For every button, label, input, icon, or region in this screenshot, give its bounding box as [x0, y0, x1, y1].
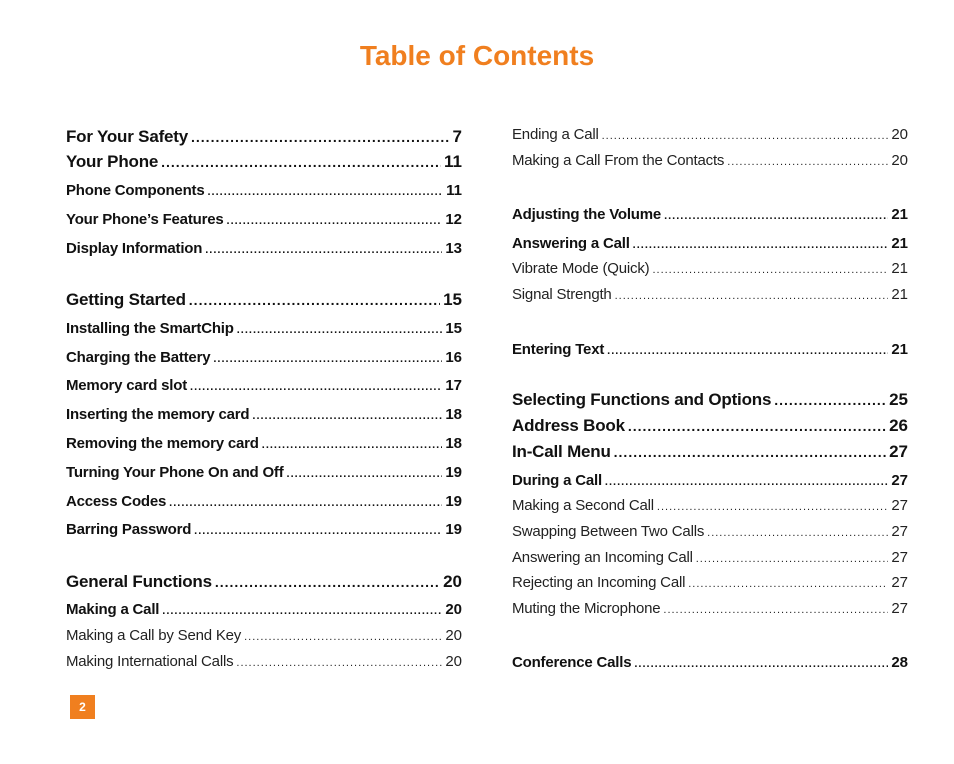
toc-entry-label: Charging the Battery: [66, 349, 211, 366]
dot-leader: [664, 210, 888, 222]
dot-leader: [207, 186, 443, 198]
toc-entry-page: 27: [891, 472, 908, 489]
toc-entry-page: 21: [891, 341, 908, 358]
toc-entry-label: Making a Call From the Contacts: [512, 152, 725, 169]
dot-leader: [205, 244, 442, 256]
toc-entry[interactable]: [66, 152, 462, 172]
toc-entry-page: 20: [445, 653, 462, 670]
dot-leader: [169, 497, 442, 509]
toc-entry-label: Adjusting the Volume: [512, 206, 662, 223]
toc-entry-label: Your Phone: [66, 152, 159, 171]
toc-entry-page: 16: [445, 349, 462, 366]
toc-entry-label: Phone Components: [66, 182, 205, 199]
toc-entry[interactable]: [66, 240, 462, 257]
dot-leader: [696, 553, 889, 565]
toc-entry-page: 27: [889, 442, 908, 461]
toc-entry-page: 28: [891, 654, 908, 671]
dot-leader: [194, 525, 442, 537]
toc-entry[interactable]: [512, 472, 908, 489]
dot-leader: [602, 130, 889, 142]
toc-entry-page: 20: [445, 627, 462, 644]
toc-entry[interactable]: [66, 406, 462, 423]
toc-entry-label: Turning Your Phone On and Off: [66, 464, 284, 481]
toc-entry-label: Getting Started: [66, 290, 186, 309]
toc-entry[interactable]: [66, 290, 462, 310]
toc-entry-label: Answering an Incoming Call: [512, 549, 693, 566]
dot-leader: [727, 156, 888, 168]
toc-entry[interactable]: [512, 286, 908, 303]
toc-entry-label: Installing the SmartChip: [66, 320, 234, 337]
dot-leader: [614, 444, 886, 460]
dot-leader: [707, 527, 888, 539]
toc-entry-label: Swapping Between Two Calls: [512, 523, 705, 540]
toc-entry-page: 21: [891, 260, 908, 277]
toc-entry-label: Address Book: [512, 416, 625, 435]
dot-leader: [633, 239, 889, 251]
toc-entry[interactable]: [66, 320, 462, 337]
toc-entry-page: 20: [445, 601, 462, 618]
toc-entry-label: General Functions: [66, 572, 212, 591]
toc-entry-label: Inserting the memory card: [66, 406, 250, 423]
toc-entry-page: 19: [445, 464, 462, 481]
toc-entry-label: Making International Calls: [66, 653, 234, 670]
toc-entry[interactable]: [66, 493, 462, 510]
dot-leader: [162, 605, 442, 617]
dot-leader: [607, 345, 888, 357]
toc-entry[interactable]: [66, 521, 462, 538]
toc-entry-page: 17: [445, 377, 462, 394]
toc-entry-page: 19: [445, 493, 462, 510]
toc-entry[interactable]: [66, 601, 462, 618]
toc-entry[interactable]: [66, 211, 462, 228]
dot-leader: [657, 501, 888, 513]
toc-entry-page: 15: [443, 290, 462, 309]
toc-entry-page: 7: [452, 127, 462, 146]
toc-entry-page: 15: [445, 320, 462, 337]
toc-entry[interactable]: [512, 206, 908, 223]
toc-entry[interactable]: [512, 126, 908, 143]
dot-leader: [605, 476, 888, 488]
toc-entry[interactable]: [512, 442, 908, 462]
toc-entry[interactable]: [66, 572, 462, 592]
toc-entry-label: Making a Second Call: [512, 497, 654, 514]
toc-entry[interactable]: [512, 600, 908, 617]
toc-entry[interactable]: [512, 497, 908, 514]
toc-entry-page: 21: [891, 206, 908, 223]
page-number-badge: 2: [70, 695, 95, 719]
page-title: Table of Contents: [359, 40, 595, 71]
toc-entry-page: 21: [891, 235, 908, 252]
toc-entry-page: 11: [446, 182, 462, 199]
toc-entry[interactable]: [66, 435, 462, 452]
toc-entry[interactable]: [512, 260, 908, 277]
toc-entry[interactable]: [512, 416, 908, 436]
dot-leader: [227, 215, 443, 227]
toc-entry[interactable]: [66, 377, 462, 394]
toc-entry-page: 20: [443, 572, 462, 591]
toc-entry[interactable]: [66, 653, 462, 670]
toc-entry-label: Barring Password: [66, 521, 192, 538]
dot-leader: [287, 468, 443, 480]
dot-leader: [236, 657, 442, 669]
toc-entry-label: Conference Calls: [512, 654, 632, 671]
dot-leader: [237, 324, 443, 336]
toc-entry-page: 12: [445, 211, 462, 228]
toc-entry-label: Ending a Call: [512, 126, 599, 143]
toc-entry-page: 27: [891, 497, 908, 514]
toc-entry-label: Vibrate Mode (Quick): [512, 260, 650, 277]
toc-entry-label: Memory card slot: [66, 377, 188, 394]
toc-entry-label: Signal Strength: [512, 286, 612, 303]
toc-entry-page: 27: [891, 549, 908, 566]
toc-entry-page: 25: [889, 390, 908, 409]
toc-entry[interactable]: [512, 549, 908, 566]
toc-entry-page: 20: [891, 126, 908, 143]
dot-leader: [262, 439, 443, 451]
toc-entry-page: 27: [891, 574, 908, 591]
dot-leader: [213, 353, 442, 365]
toc-entry[interactable]: [512, 235, 908, 252]
toc-entry-label: Rejecting an Incoming Call: [512, 574, 686, 591]
toc-entry-label: Removing the memory card: [66, 435, 259, 452]
toc-entry[interactable]: [512, 152, 908, 169]
dot-leader: [189, 292, 440, 308]
dot-leader: [161, 154, 441, 170]
dot-leader: [190, 381, 442, 393]
dot-leader: [191, 129, 450, 145]
dot-leader: [774, 392, 886, 408]
toc-entry-page: 27: [891, 523, 908, 540]
toc-entry-page: 20: [891, 152, 908, 169]
toc-entry[interactable]: [66, 182, 462, 199]
dot-leader: [634, 658, 888, 670]
toc-entry-label: For Your Safety: [66, 127, 189, 146]
toc-entry-page: 26: [889, 416, 908, 435]
toc-entry-page: 18: [445, 435, 462, 452]
toc-entry[interactable]: [66, 127, 462, 147]
toc-entry-label: Making a Call: [66, 601, 160, 618]
dot-leader: [252, 410, 442, 422]
toc-entry-page: 18: [445, 406, 462, 423]
toc-entry[interactable]: [512, 654, 908, 671]
toc-entry-page: 11: [444, 152, 462, 171]
toc-entry[interactable]: [512, 523, 908, 540]
toc-entry-label: In-Call Menu: [512, 442, 611, 461]
toc-entry[interactable]: [512, 341, 908, 358]
dot-leader: [688, 578, 888, 590]
dot-leader: [215, 574, 440, 590]
toc-entry-page: 19: [445, 521, 462, 538]
toc-entry-label: Display Information: [66, 240, 203, 257]
dot-leader: [615, 290, 889, 302]
toc-entry-page: 21: [891, 286, 908, 303]
dot-leader: [628, 418, 886, 434]
toc-entry-label: Making a Call by Send Key: [66, 627, 242, 644]
dot-leader: [663, 604, 888, 616]
toc-entry[interactable]: [66, 464, 462, 481]
toc-entry-label: Answering a Call: [512, 235, 630, 252]
toc-entry[interactable]: [66, 627, 462, 644]
toc-entry-label: Entering Text: [512, 341, 605, 358]
toc-entry[interactable]: [512, 390, 908, 410]
toc-entry-page: 27: [891, 600, 908, 617]
toc-entry[interactable]: [66, 349, 462, 366]
toc-entry-label: Muting the Microphone: [512, 600, 661, 617]
toc-entry-label: Access Codes: [66, 493, 167, 510]
dot-leader: [652, 264, 888, 276]
toc-entry-label: Selecting Functions and Options: [512, 390, 772, 409]
dot-leader: [244, 631, 442, 643]
toc-entry[interactable]: [512, 574, 908, 591]
toc-entry-label: During a Call: [512, 472, 602, 489]
toc-entry-page: 13: [445, 240, 462, 257]
toc-entry-label: Your Phone’s Features: [66, 211, 224, 228]
